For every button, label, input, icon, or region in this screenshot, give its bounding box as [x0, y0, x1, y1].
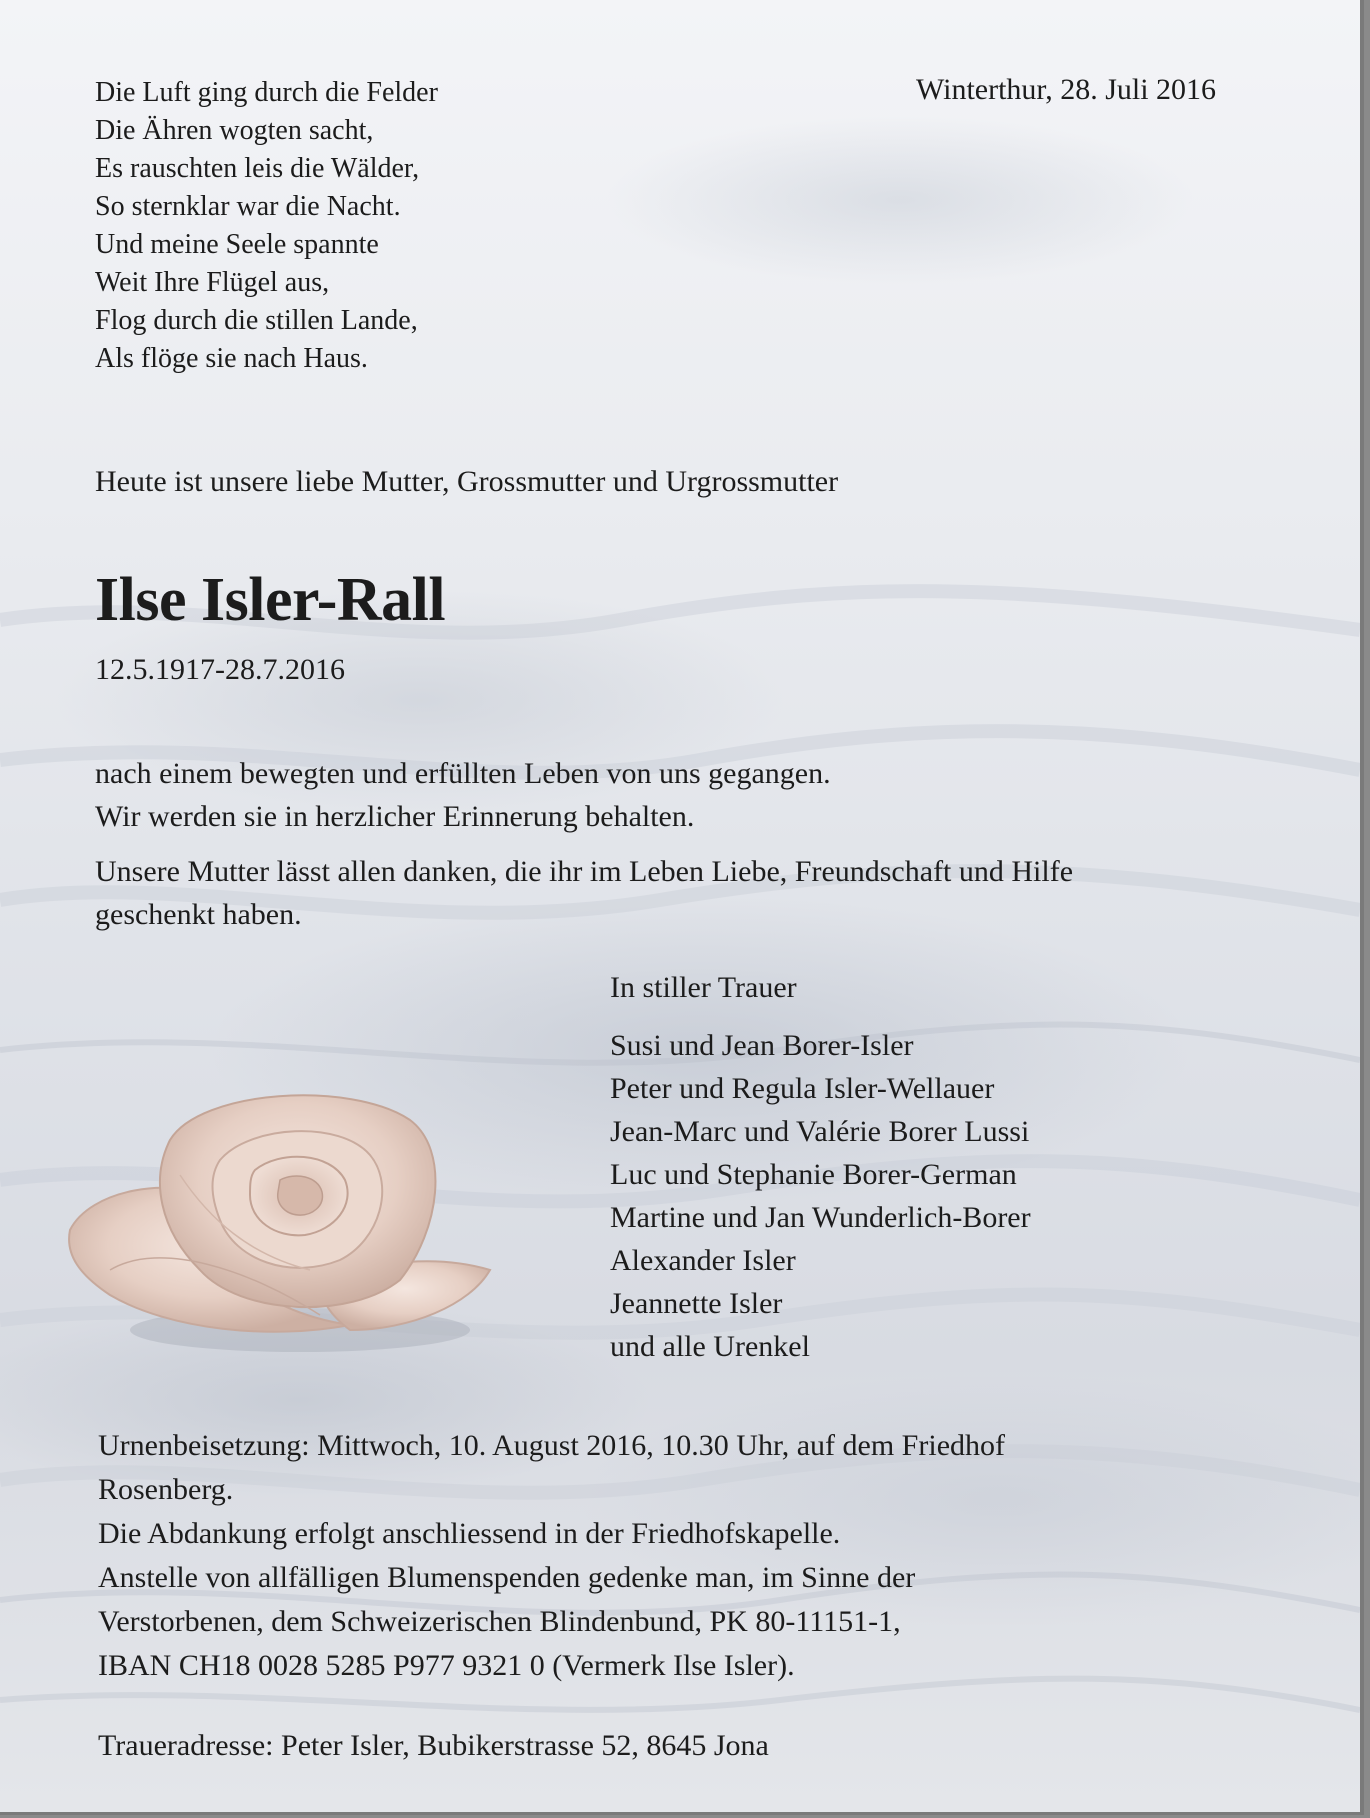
poem-line: Weit Ihre Flügel aus,	[95, 267, 330, 298]
poem-line: Es rauschten leis die Wälder,	[95, 153, 420, 184]
family-member: Jeannette Isler	[610, 1287, 783, 1320]
poem-line: Als flöge sie nach Haus.	[95, 343, 368, 374]
rose-image	[50, 1080, 510, 1360]
message-line: Wir werden sie in herzlicher Erinnerung behalten.	[95, 800, 695, 833]
family-member: Peter und Regula Isler-Wellauer	[610, 1072, 995, 1105]
ceremony-line: Verstorbenen, dem Schweizerischen Blindenbund, PK 80-11151-1,	[98, 1605, 901, 1638]
message-line: Unsere Mutter lässt allen danken, die ihr im Leben Liebe, Freundschaft und Hilfe	[95, 855, 1074, 888]
intro-text: Heute ist unsere liebe Mutter, Grossmutter und Urgrossmutter	[95, 465, 839, 498]
family-member: Jean-Marc und Valérie Borer Lussi	[610, 1115, 1030, 1148]
ceremony-line: Die Abdankung erfolgt anschliessend in der Friedhofskapelle.	[98, 1517, 841, 1550]
family-member: und alle Urenkel	[610, 1330, 810, 1363]
family-member: Alexander Isler	[610, 1244, 796, 1277]
poem	[95, 74, 438, 378]
message-paragraph-1	[95, 752, 831, 838]
family-member: Martine und Jan Wunderlich-Borer	[610, 1201, 1031, 1234]
mourning-address: Traueradresse: Peter Isler, Bubikerstrasse 52, 8645 Jona	[98, 1729, 769, 1762]
dateline: Winterthur, 28. Juli 2016	[916, 73, 1217, 106]
family-member: Luc und Stephanie Borer-German	[610, 1158, 1017, 1191]
poem-line: Die Ähren wogten sacht,	[95, 115, 374, 146]
poem-line: Die Luft ging durch die Felder	[95, 77, 438, 108]
ceremony-line: Urnenbeisetzung: Mittwoch, 10. August 2016, 10.30 Uhr, auf dem Friedhof	[98, 1429, 1006, 1462]
message-line: nach einem bewegten und erfüllten Leben von uns gegangen.	[95, 757, 831, 790]
message-line: geschenkt haben.	[95, 898, 302, 931]
ceremony-line: IBAN CH18 0028 5285 P977 9321 0 (Vermerk Ilse Isler).	[98, 1649, 795, 1682]
message-paragraph-2	[95, 850, 1073, 936]
mourning-heading: In stiller Trauer	[610, 971, 797, 1004]
ceremony-line: Anstelle von allfälligen Blumenspenden gedenke man, im Sinne der	[98, 1561, 916, 1594]
life-dates: 12.5.1917-28.7.2016	[95, 653, 345, 686]
ceremony-info	[98, 1424, 1005, 1688]
family-member: Susi und Jean Borer-Isler	[610, 1029, 914, 1062]
ceremony-line: Rosenberg.	[98, 1473, 234, 1506]
poem-line: So sternklar war die Nacht.	[95, 191, 401, 222]
poem-line: Flog durch die stillen Lande,	[95, 305, 418, 336]
poem-line: Und meine Seele spannte	[95, 229, 379, 260]
deceased-name: Ilse Isler-Rall	[95, 566, 446, 634]
family-list	[610, 1024, 1031, 1368]
